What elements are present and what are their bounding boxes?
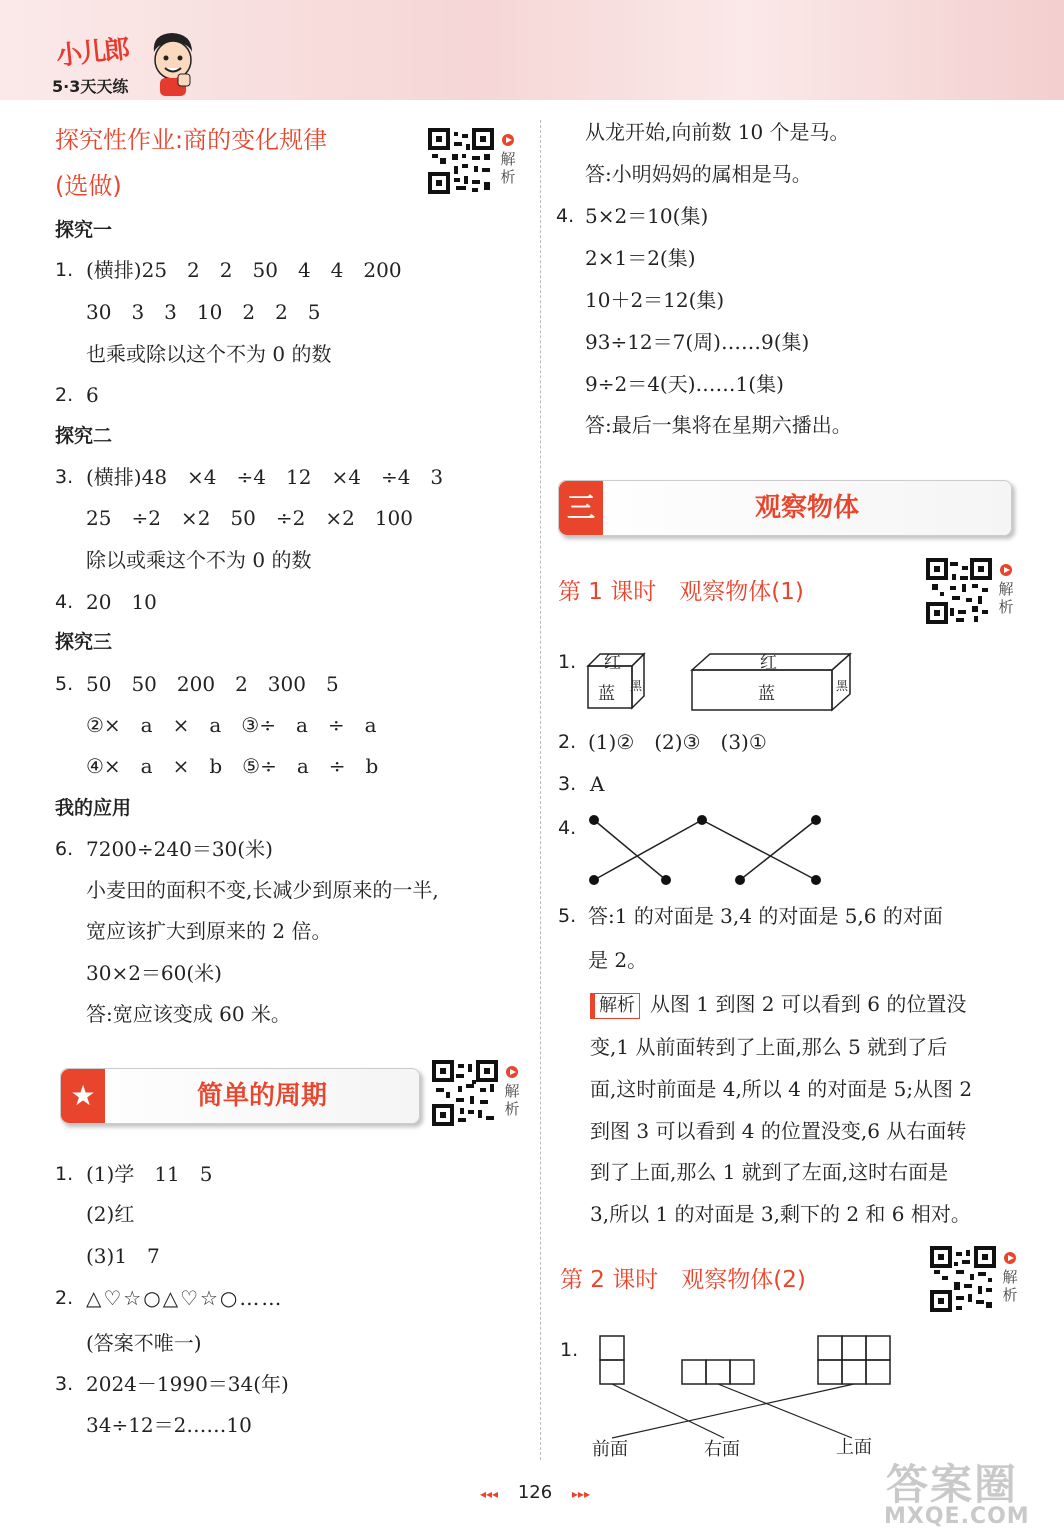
star-icon: ★ (61, 1069, 105, 1123)
item-number: 1. (558, 651, 577, 673)
answer-line: 10＋2＝12(集) (585, 288, 725, 312)
answer-line: 9÷2＝4(天)……1(集) (585, 372, 784, 396)
section-title: 探究性作业:商的变化规律 (55, 126, 328, 154)
answer-line: 7200÷240＝30(米) (86, 837, 273, 861)
boy-mascot-icon (148, 30, 198, 98)
item-number: 2. (55, 1287, 74, 1309)
shape-sequence: △♡☆○△♡☆○…… (86, 1286, 284, 1310)
answer-line: 2×1＝2(集) (585, 246, 696, 270)
logo-title: 小儿郎 (54, 34, 130, 72)
item-number: 6. (55, 838, 74, 860)
play-icon[interactable] (1000, 564, 1012, 576)
answer-line: (1)② (2)③ (3)① (588, 730, 767, 754)
next-arrows-icon: ▸▸▸ (571, 1487, 590, 1501)
item-number: 2. (55, 384, 74, 406)
item-number: 4. (558, 817, 577, 839)
colored-boxes-figure (584, 648, 854, 714)
answer-line: 34÷12＝2……10 (86, 1413, 252, 1437)
answer-line: 宽应该扩大到原来的 2 倍。 (86, 919, 332, 943)
answer-line: 30 3 3 10 2 2 5 (86, 300, 321, 324)
matching-lines-figure (584, 810, 824, 890)
analysis-line: 到了上面,那么 1 就到了左面,这时右面是 (590, 1160, 949, 1184)
banner-title: 观察物体 (754, 493, 859, 523)
section-banner (558, 480, 1012, 536)
qr-label: 解析 (998, 580, 1014, 616)
unit-badge: 三 (559, 481, 603, 535)
play-icon[interactable] (506, 1066, 518, 1078)
answer-line: ②× a × a ③÷ a ÷ a (86, 713, 377, 737)
box-top-label: 红 (760, 653, 777, 673)
answer-line: 30×2＝60(米) (86, 961, 222, 985)
answer-line: 是 2。 (588, 948, 648, 972)
cube-top-label: 红 (604, 653, 621, 673)
page-number: 126 (517, 1482, 553, 1503)
qr-code-icon[interactable] (926, 558, 992, 624)
answer-line: 6 (86, 383, 99, 407)
brand-logo (50, 28, 200, 100)
qr-label: 解析 (500, 150, 516, 186)
analysis-line (590, 990, 966, 1019)
answer-line: 答:宽应该变成 60 米。 (86, 1002, 291, 1026)
answer-line: 5×2＝10(集) (585, 204, 709, 228)
answer-line: 93÷12＝7(周)……9(集) (585, 330, 810, 354)
cube-front-label: 蓝 (598, 684, 615, 704)
play-icon[interactable] (502, 134, 514, 146)
answer-line: 也乘或除以这个不为 0 的数 (86, 342, 332, 366)
qr-code-icon[interactable] (930, 1246, 996, 1312)
answer-line: A (590, 772, 605, 796)
answer-line: 答:小明妈妈的属相是马。 (585, 162, 812, 186)
qr-label: 解析 (1002, 1268, 1018, 1304)
item-number: 4. (55, 591, 74, 613)
view-label-top: 上面 (836, 1437, 872, 1458)
lesson-title: 第 2 课时 观察物体(2) (560, 1267, 806, 1293)
explore-heading-2: 探究二 (55, 425, 113, 447)
item-number: 2. (558, 731, 577, 753)
watermark-title: 答案圈 (886, 1460, 1019, 1509)
answer-line: 2024－1990＝34(年) (86, 1372, 289, 1396)
qr-label: 解析 (504, 1082, 520, 1118)
column-divider (540, 120, 541, 1460)
banner-title: 简单的周期 (196, 1081, 327, 1111)
item-number: 1. (55, 1163, 74, 1185)
prev-arrows-icon: ◂◂◂ (480, 1487, 499, 1501)
logo-subtitle: 5·3天天练 (52, 77, 129, 96)
application-heading: 我的应用 (55, 797, 132, 819)
answer-line: 小麦田的面积不变,长减少到原来的一半, (86, 878, 439, 902)
answer-line: 50 50 200 2 300 5 (86, 672, 339, 696)
box-side-label: 黑 (836, 679, 849, 693)
answer-line: (横排)48 ×4 ÷4 12 ×4 ÷4 3 (86, 465, 444, 489)
item-number: 3. (55, 1373, 74, 1395)
answer-line: ④× a × b ⑤÷ a ÷ b (86, 754, 379, 778)
item-number: 1. (560, 1339, 579, 1361)
answer-line: (3)1 7 (86, 1244, 160, 1268)
view-label-front: 前面 (592, 1439, 628, 1460)
analysis-text: 从图 1 到图 2 可以看到 6 的位置没 (650, 992, 967, 1016)
answer-line: 20 10 (86, 590, 157, 614)
section-title-optional: (选做) (55, 172, 122, 200)
answer-line: (2)红 (86, 1202, 135, 1226)
box-front-label: 蓝 (758, 684, 775, 704)
qr-code-icon[interactable] (432, 1060, 498, 1126)
item-number: 5. (558, 905, 577, 927)
item-number: 1. (55, 259, 74, 281)
explore-heading-1: 探究一 (55, 219, 113, 241)
item-number: 3. (55, 466, 74, 488)
answer-line: (答案不唯一) (86, 1331, 202, 1355)
item-number: 5. (55, 673, 74, 695)
analysis-line: 3,所以 1 的对面是 3,剩下的 2 和 6 相对。 (590, 1202, 971, 1226)
item-number: 4. (556, 205, 575, 227)
cube-side-label: 黑 (630, 679, 643, 693)
answer-line: 答:1 的对面是 3,4 的对面是 5,6 的对面 (588, 904, 943, 928)
answer-line: (横排)25 2 2 50 4 4 200 (86, 258, 402, 282)
view-label-right: 右面 (704, 1439, 740, 1460)
watermark-domain: MXQE.COM (884, 1504, 1030, 1529)
answer-line: 答:最后一集将在星期六播出。 (585, 413, 852, 437)
play-icon[interactable] (1004, 1252, 1016, 1264)
answer-line: 除以或乘这个不为 0 的数 (86, 548, 312, 572)
item-number: 3. (558, 773, 577, 795)
site-watermark (880, 1452, 1050, 1532)
analysis-line: 到图 3 可以看到 4 的位置没变,6 从右面转 (590, 1119, 967, 1143)
answer-line: 从龙开始,向前数 10 个是马。 (585, 120, 850, 144)
answer-line: (1)学 11 5 (86, 1162, 213, 1186)
explore-heading-3: 探究三 (55, 631, 113, 653)
analysis-line: 面,这时前面是 4,所以 4 的对面是 5;从图 2 (590, 1077, 973, 1101)
answer-line: 25 ÷2 ×2 50 ÷2 ×2 100 (86, 506, 414, 530)
qr-code-icon[interactable] (428, 128, 494, 194)
block-views-figure (590, 1330, 900, 1450)
page-footer (440, 1482, 630, 1510)
lesson-title: 第 1 课时 观察物体(1) (558, 579, 804, 605)
analysis-tag: 解析 (590, 993, 640, 1019)
section-banner (60, 1068, 420, 1124)
analysis-line: 变,1 从前面转到了上面,那么 5 就到了后 (590, 1035, 948, 1059)
